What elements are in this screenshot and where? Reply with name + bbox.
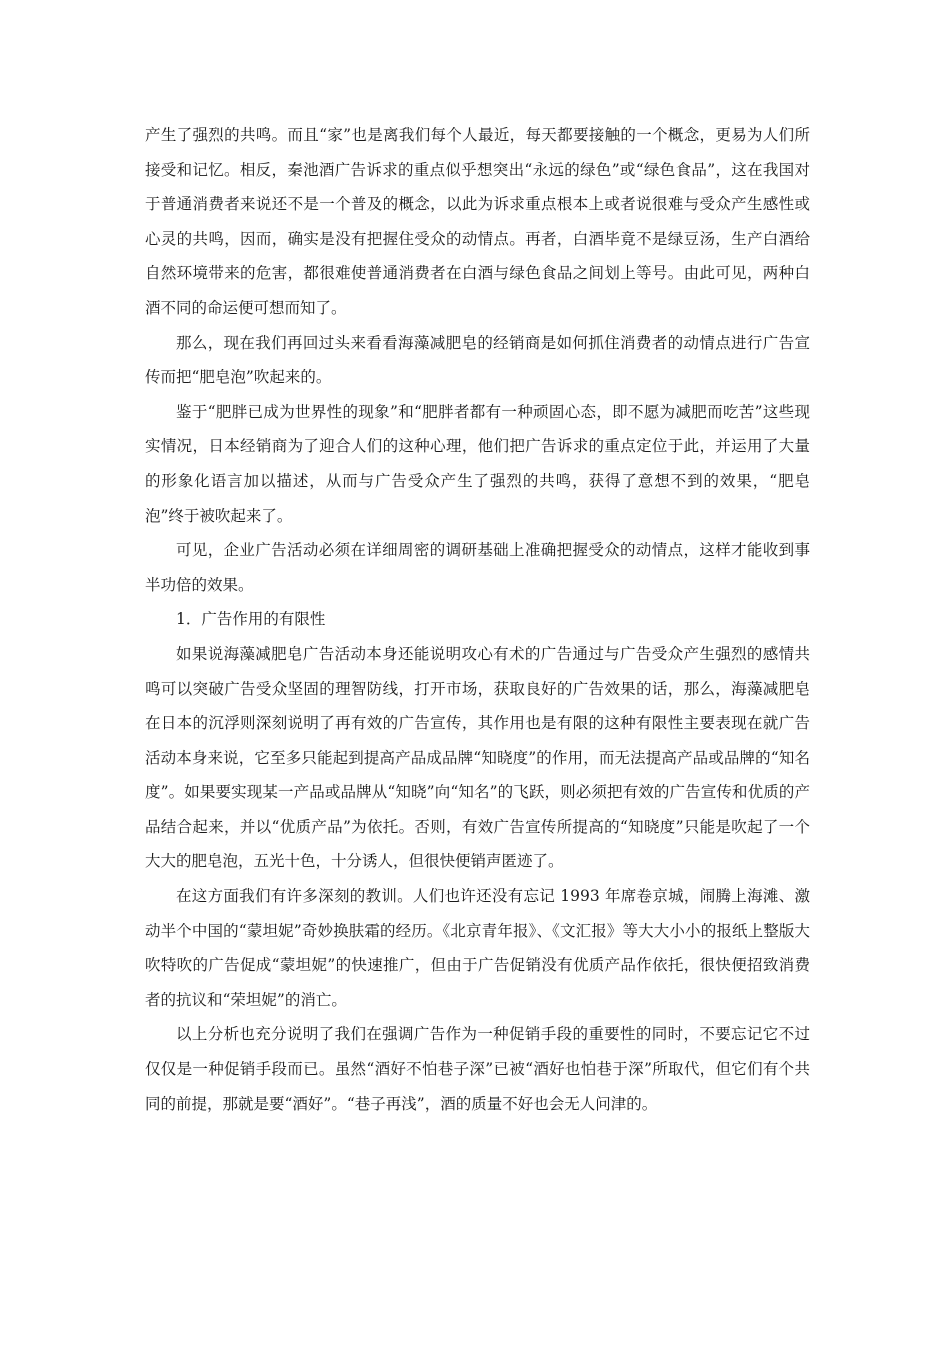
document-body	[145, 118, 810, 1121]
paragraph-6: 在这方面我们有许多深刻的教训。人们也许还没有忘记 1993 年席卷京城，闹腾上海滩、激动半个中国的“蒙坦妮”奇妙换肤霜的经历。《北京青年报》、《文汇报》等大大小小的报纸上整版大吹特吹的广告促成“蒙坦妮”的快速推广，但由于广告促销没有优质产品作依托，很快便招致消费者的抗议和“荣坦妮”的消亡。	[145, 887, 810, 1009]
paragraph-2: 那么，现在我们再回过头来看看海藻减肥皂的经销商是如何抓住消费者的动情点进行广告宣传而把“肥皂泡”吹起来的。	[145, 333, 810, 387]
section-heading: 1．广告作用的有限性	[176, 610, 326, 629]
paragraph-1: 产生了强烈的共鸣。而且“家”也是离我们每个人最近，每天都要接触的一个概念，更易为人们所接受和记忆。相反，秦池酒广告诉求的重点似乎想突出“永远的绿色”或“绿色食品”，这在我国对于普通消费者来说还不是一个普及的概念，以此为诉求重点根本上或者说很难与受众产生感性或心灵的共鸣，因而，确实是没有把握住受众的动情点。再者，白酒毕竟不是绿豆汤，生产白酒给自然环境带来的危害，都很难使普通消费者在白酒与绿色食品之间划上等号。由此可见，两种白酒不同的命运便可想而知了。	[145, 126, 810, 317]
paragraph-4: 可见，企业广告活动必须在详细周密的调研基础上准确把握受众的动情点，这样才能收到事半功倍的效果。	[145, 541, 810, 594]
paragraph-7: 以上分析也充分说明了我们在强调广告作为一种促销手段的重要性的同时，不要忘记它不过仅仅是一种促销手段而已。虽然“酒好不怕巷子深”已被“酒好也怕巷于深”所取代，但它们有个共同的前提，那就是要“酒好”。“巷子再浅”，酒的质量不好也会无人问津的。	[145, 1025, 810, 1113]
paragraph-5: 如果说海藻减肥皂广告活动本身还能说明攻心有术的广告通过与广告受众产生强烈的感情共鸣可以突破广告受众坚固的理智防线，打开市场，获取良好的广告效果的话，那么，海藻减肥皂在日本的沉浮则深刻说明了再有效的广告宣传，其作用也是有限的这种有限性主要表现在就广告活动本身来说，它至多只能起到提高产品成品牌“知晓度”的作用，而无法提高产品或品牌的“知名度”。如果要实现某一产品或品牌从“知晓”向“知名”的飞跃，则必须把有效的广告宣传和优质的产品结合起来，并以“优质产品”为依托。否则，有效广告宣传所提高的“知晓度”只能是吹起了一个大大的肥皂泡，五光十色，十分诱人，但很快便销声匿迹了。	[145, 644, 810, 871]
paragraph-3: 鉴于“肥胖已成为世界性的现象”和“肥胖者都有一种顽固心态，即不愿为减肥而吃苦”这些现实情况，日本经销商为了迎合人们的这种心理，他们把广告诉求的重点定位于此，并运用了大量的形象化语言加以描述，从而与广告受众产生了强烈的共鸣，获得了意想不到的效果，“肥皂泡”终于被吹起来了。	[145, 402, 810, 525]
